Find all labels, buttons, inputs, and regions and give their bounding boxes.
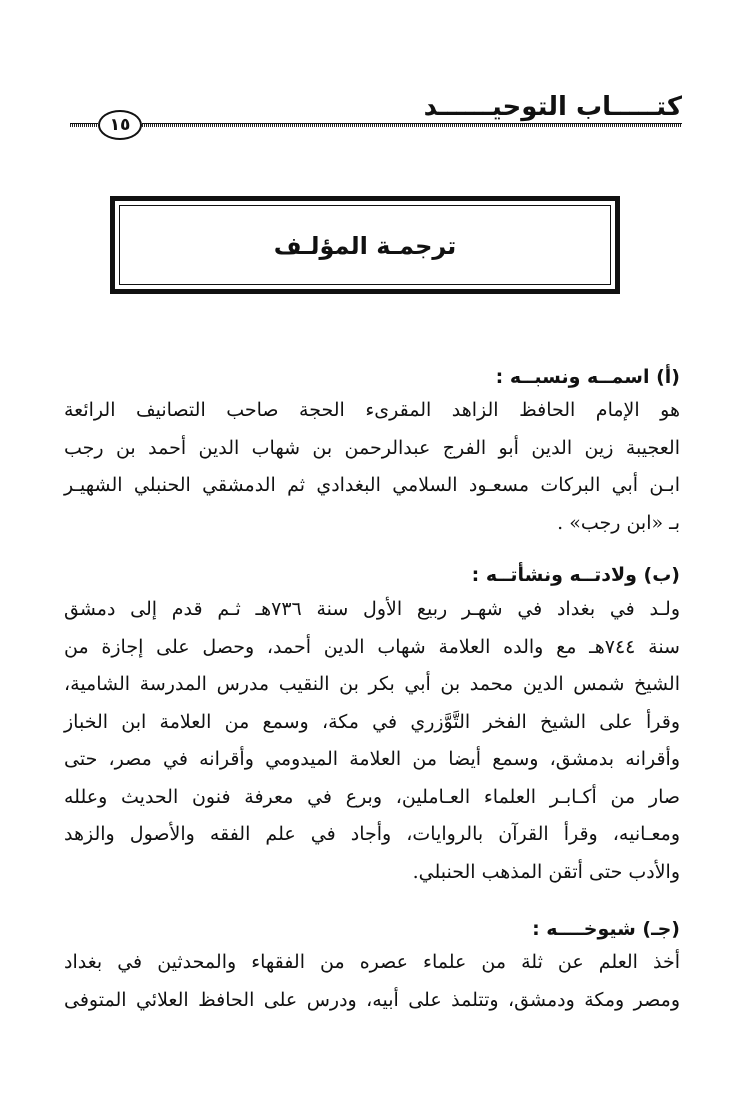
section-heading-name-lineage: (أ) اسمــه ونسبــه : <box>495 366 680 388</box>
text-line: وأقرانه بدمشق، وسمع أيضا من العلامة الميدومي وأقرانه في مصر، حتى <box>64 748 680 770</box>
text-line: ولـد في بغداد في شهـر ربيع الأول سنة ٧٣٦هـ ثـم قدم إلى دمشق <box>64 598 680 620</box>
header-rule-left <box>70 123 98 127</box>
text-line: أخذ العلم عن ثلة من علماء عصره من الفقهاء والمحدثين في بغداد <box>64 951 680 973</box>
text-line: ومصر ومكة ودمشق، وتتلمذ على أبيه، ودرس على الحافظ العلائي المتوفى <box>64 988 680 1011</box>
text-line: بـ «ابن رجب» . <box>557 511 680 534</box>
text-line: سنة ٧٤٤هـ مع والده العلامة شهاب الدين أحمد، وحصل على إجازة من <box>64 635 680 658</box>
section-body-teachers <box>64 944 680 1019</box>
header-rule <box>142 123 682 127</box>
text-line: والأدب حتى أتقن المذهب الحنبلي. <box>412 860 680 883</box>
text-line: وقرأ على الشيخ الفخر التَّوَّزري في مكة، وسمع من العلامة ابن الخباز <box>64 710 680 733</box>
text-line: ومعـانيه، وقرأ القرآن بالروايات، وأجاد في علم الفقه والأصول والزهد <box>64 823 680 845</box>
text-line: ابـن أبي البركات مسعـود السلامي البغدادي ثم الدمشقي الحنبلي الشهيـر <box>64 474 680 496</box>
page-number: ١٥ <box>98 110 142 140</box>
chapter-title: ترجمـة المؤلـف <box>273 232 457 260</box>
section-body-name-lineage <box>64 392 680 542</box>
text-line: الشيخ شمس الدين محمد بن أبي بكر بن النقيب مدرس المدرسة الشامية، <box>64 673 680 695</box>
section-heading-birth-upbringing: (ب) ولادتــه ونشأتــه : <box>471 564 680 586</box>
section-body-birth-upbringing <box>64 591 680 891</box>
text-line: صار من أكـابـر العلماء العـاملين، وبرع في معرفة فنون الحديث وعلله <box>64 785 680 808</box>
text-line: هو الإمام الحافظ الزاهد المقرىء الحجة صاحب التصانيف الرائعة <box>64 399 680 421</box>
text-line: العجيبة زين الدين أبو الفرج عبدالرحمن بن شهاب الدين أحمد بن رجب <box>64 436 680 459</box>
chapter-title-frame <box>110 196 620 294</box>
section-heading-teachers: (جـ) شيوخــــه : <box>532 918 680 940</box>
book-title: كتـــــاب التوحيــــــد <box>423 92 682 122</box>
running-header <box>70 92 682 135</box>
